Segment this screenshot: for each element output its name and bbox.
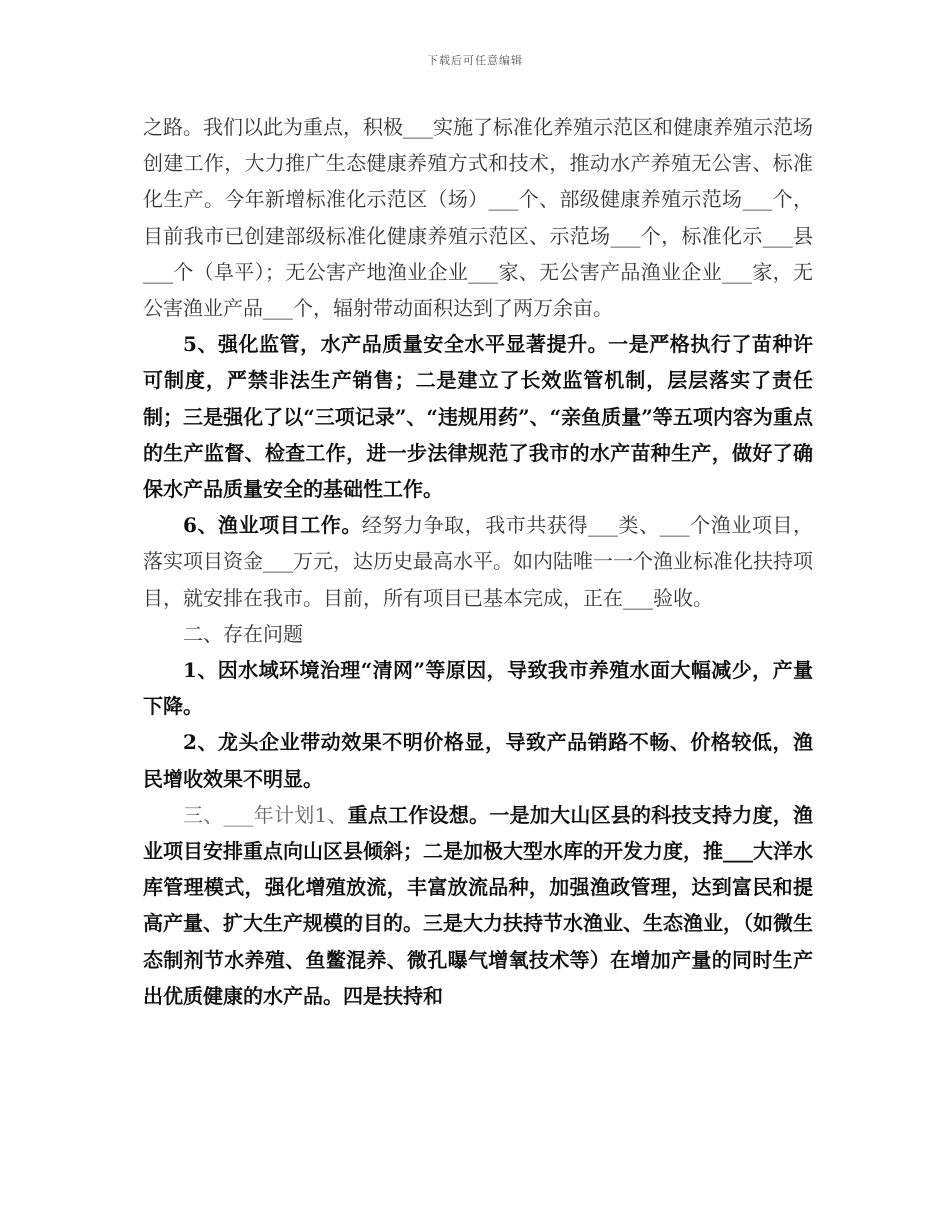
paragraph-plan [143, 797, 813, 1014]
paragraph-standardization: 之路。我们以此为重点，积极___实施了标准化养殖示范区和健康养殖示范场创建工作，大力推广生态健康养殖方式和技术，推动水产养殖无公害、标准化生产。今年新增标准化示范区（场）___个、部级健康养殖示范场___个，目前我市已创建部级标准化健康养殖示范区、示范场___个，标准化示___县___个（阜平）；无公害产地渔业企业___家、无公害产品渔业企业___家，无公害渔业产品___个，辐射带动面积达到了两万余亩。 [143, 115, 813, 321]
paragraph-plan-body: 重点工作设想。一是加大山区县的科技支持力度，渔业项目安排重点向山区县倾斜；二是加极大型水库的开发力度，推___大洋水库管理模式，强化增殖放流，丰富放流品种，加强渔政管理，达到富民和提高产量、扩大生产规模的目的。三是大力扶持节水渔业、生态渔业，（如微生态制剂节水养殖、鱼鳖混养、微孔曝气增氧技术等）在增加产量的同时生产出优质健康的水产品。四是扶持和 [143, 802, 813, 1008]
paragraph-supervision: 5、强化监管，水产品质量安全水平显著提升。一是严格执行了苗种许可制度，严禁非法生产销售；二是建立了长效监管机制，层层落实了责任制；三是强化了以“三项记录”、“违规用药”、“亲鱼质量”等五项内容为重点的生产监督、检查工作，进一步法律规范了我市的水产苗种生产，做好了确保水产品质量安全的基础性工作。 [143, 332, 813, 502]
paragraph-problem-1: 1、因水域环境治理“清网”等原因，导致我市养殖水面大幅减少，产量下降。 [143, 658, 813, 719]
page-header: 下载后可任意编辑 [427, 54, 523, 67]
section-heading-problems: 二、存在问题 [183, 621, 303, 646]
paragraph-problem-2: 2、龙头企业带动效果不明价格显，导致产品销路不畅、价格较低，渔民增收效果不明显。 [143, 730, 813, 791]
paragraph-projects-heading: 6、渔业项目工作。 [183, 513, 362, 538]
paragraph-plan-heading: 三、___年计划1、 [183, 802, 348, 827]
document-body [143, 109, 813, 1014]
paragraph-projects-body: 经努力争取，我市共获得___类、___个渔业项目，落实项目资金___万元，达历史最高水平。如内陆唯一一个渔业标准化扶持项目，就安排在我市。目前，所有项目已基本完成，正在___验收。 [143, 513, 813, 610]
paragraph-projects [143, 507, 813, 616]
